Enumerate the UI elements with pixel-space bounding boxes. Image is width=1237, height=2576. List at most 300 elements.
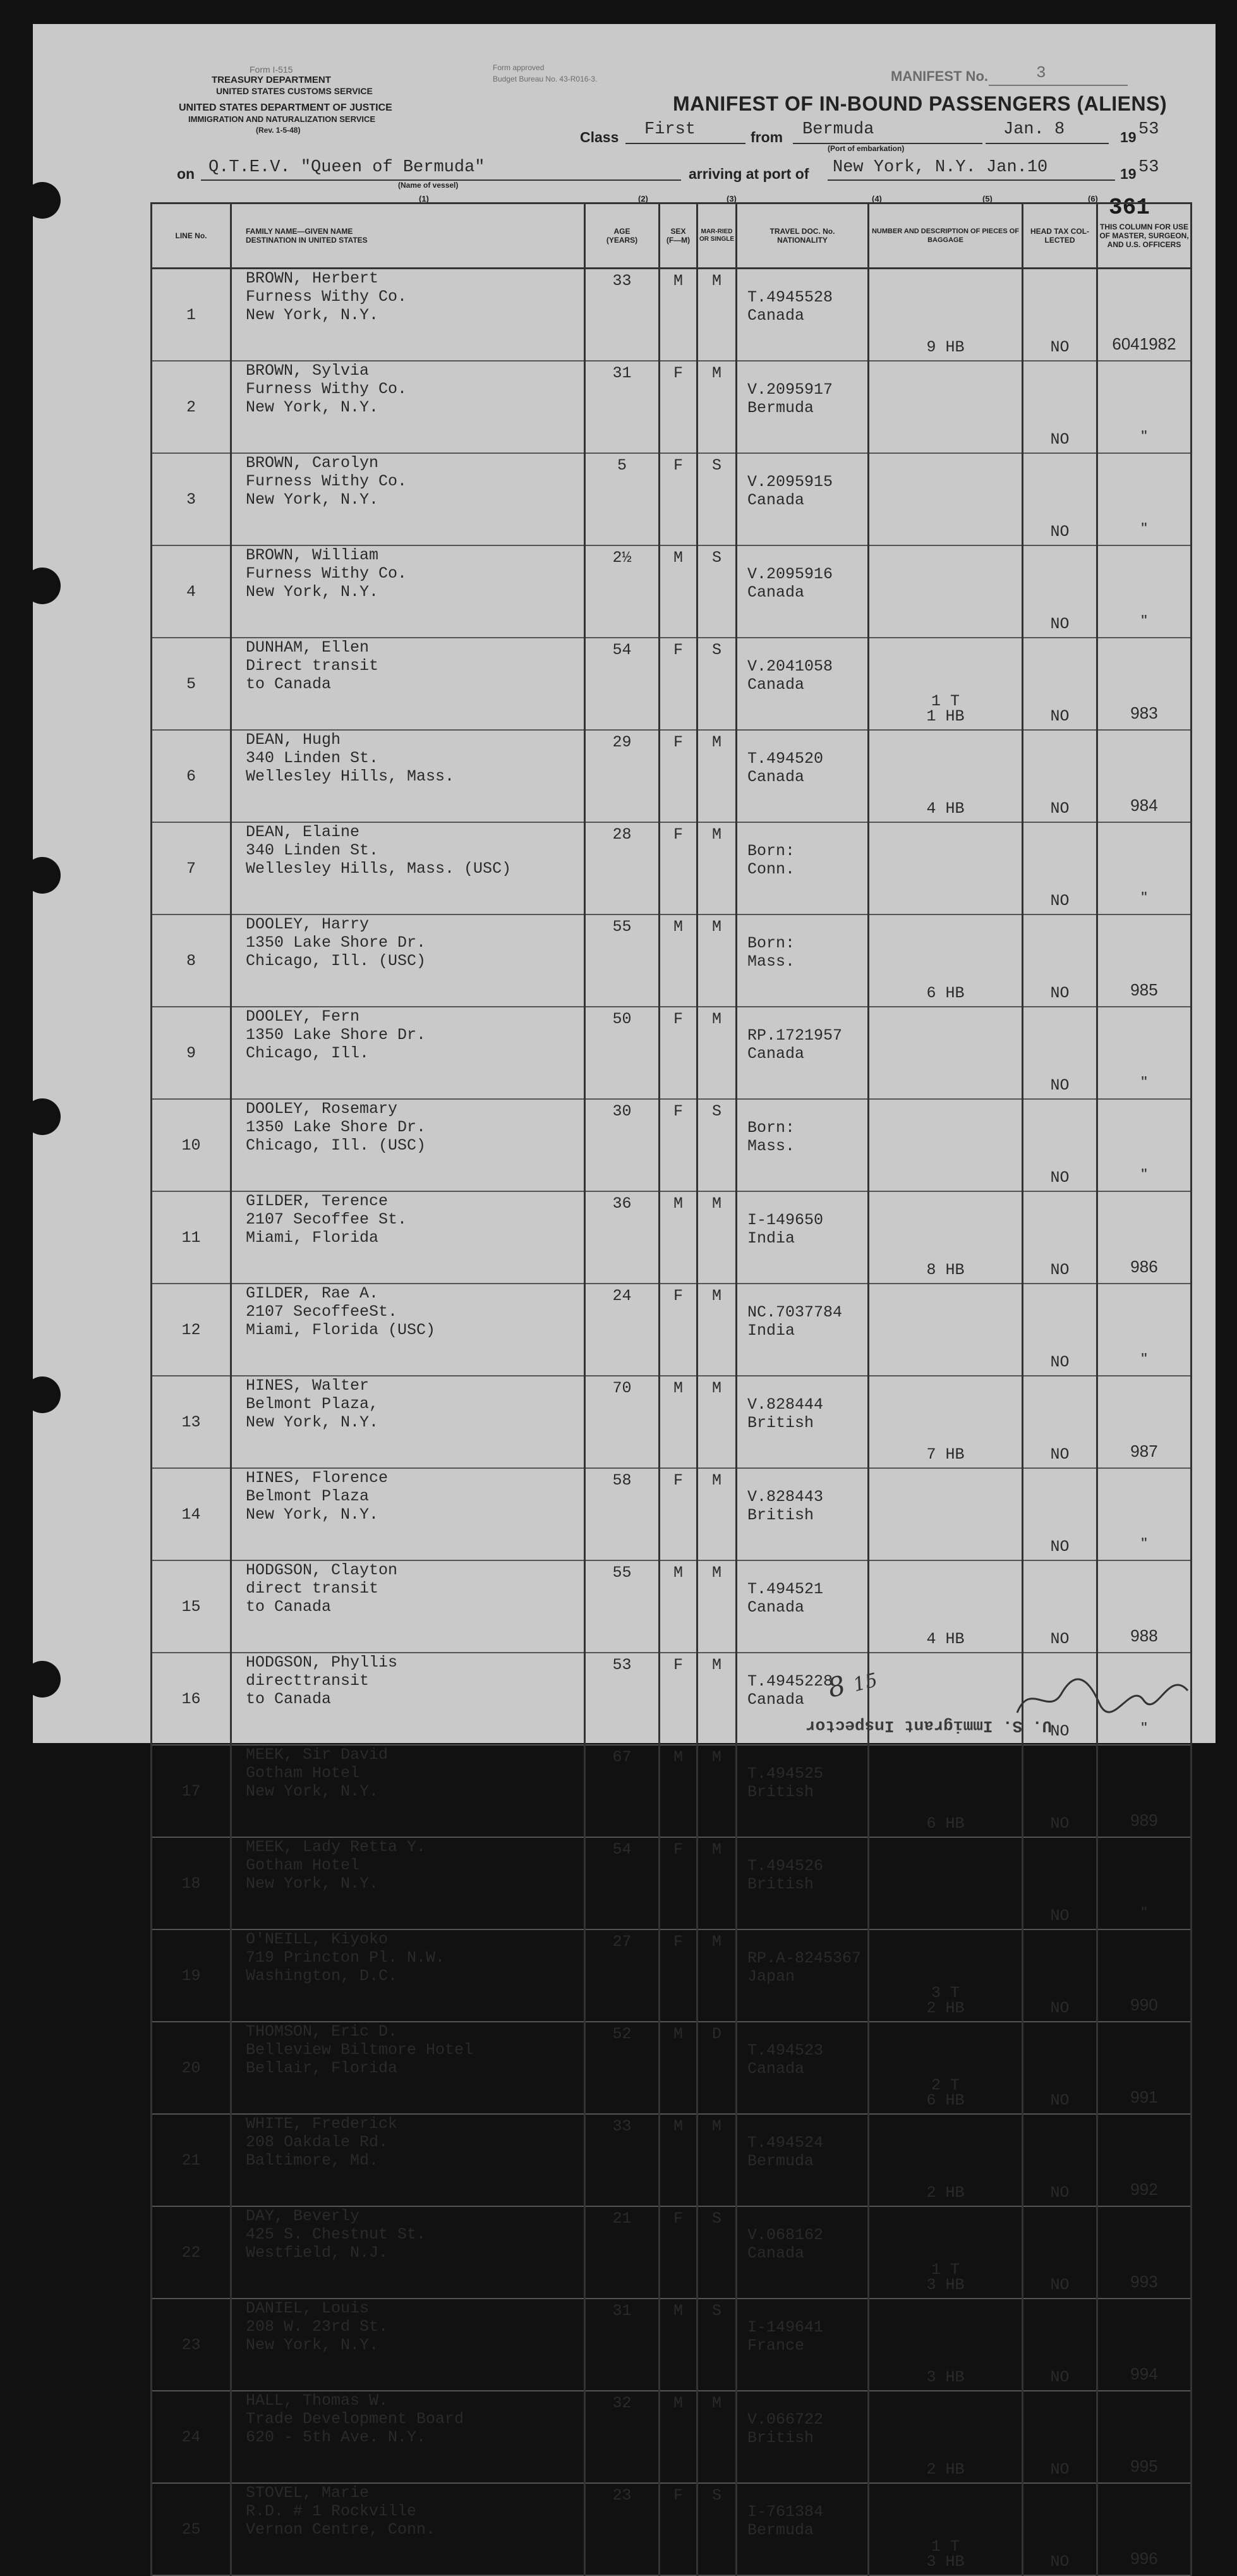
officer-notes-cell: 989 [1097,1745,1192,1837]
destination-line: Wellesley Hills, Mass. [246,767,455,786]
baggage-handbags: 7 HB [926,1445,965,1464]
port-of-embarkation-note: (Port of embarkation) [828,144,905,153]
destination-line: Vernon Centre, Conn. [246,2520,436,2539]
line-number: 23 [152,2299,231,2391]
table-row [152,361,1192,453]
travel-doc-cell [737,2206,869,2299]
travel-doc-number: RP.A-8245367 [747,1949,862,1967]
sex-cell: F [660,1099,697,1191]
table-row [152,1837,1192,1929]
head-tax-cell: NO [1023,545,1097,638]
passenger-name: HODGSON, Clayton [246,1561,398,1579]
age-header: AGE (YEARS) [585,204,660,269]
passenger-name: MEEK, Sir David [246,1746,389,1764]
marital-status-cell: M [697,269,737,361]
sex-cell: M [660,2391,697,2483]
passenger-name: BROWN, Carolyn [246,454,379,472]
destination-line: 208 Oakdale Rd. [246,2133,389,2151]
nationality: Canada [747,676,805,694]
sex-cell: M [660,1191,697,1284]
travel-doc-number: T.4945528 [747,288,833,307]
passenger-name: DAY, Beverly [246,2207,360,2225]
line-number: 19 [152,1929,231,2022]
nationality: Canada [747,583,805,602]
name-destination-cell [231,2206,585,2299]
line-no-header: LINE No. [152,204,231,269]
nationality: Bermuda [747,2521,814,2539]
travel-doc-number: T.494524 [747,2134,824,2152]
punch-hole [24,182,61,219]
officer-notes-cell: 988 [1097,1560,1192,1653]
head-tax-cell: NO [1023,2114,1097,2206]
department-of-justice: UNITED STATES DEPARTMENT OF JUSTICE [179,102,392,113]
line-number: 12 [152,1284,231,1376]
marital-status-cell: M [697,2391,737,2483]
destination-line: Miami, Florida [246,1229,379,1247]
line-number: 16 [152,1653,231,1745]
marital-status-cell: M [697,2114,737,2206]
age-cell: 23 [585,2483,660,2575]
travel-doc-cell [737,2022,869,2114]
passenger-name: DEAN, Elaine [246,823,360,841]
sex-cell: F [660,1284,697,1376]
form-number: Form I-515 [250,64,293,75]
nationality: British [747,1875,814,1893]
line-number: 25 [152,2483,231,2575]
nationality: Mass. [747,1137,795,1155]
destination-line: R.D. # 1 Rockville [246,2502,417,2520]
table-row [152,1007,1192,1099]
line-number: 14 [152,1468,231,1560]
destination-line: Chicago, Ill. [246,1044,370,1062]
officer-notes-cell: " [1097,1099,1192,1191]
head-tax-cell: NO [1023,1007,1097,1099]
passenger-name: WHITE, Frederick [246,2115,398,2133]
head-tax-cell: NO [1023,1560,1097,1653]
destination-line: Chicago, Ill. (USC) [246,1136,426,1155]
name-destination-cell [231,2022,585,2114]
destination-line: Belleview Biltmore Hotel [246,2041,474,2059]
passenger-name: HODGSON, Phyllis [246,1653,398,1672]
name-destination-cell [231,730,585,822]
destination-line: Westfield, N.J. [246,2244,389,2262]
punch-hole [24,1661,61,1698]
age-cell: 31 [585,2299,660,2391]
officer-notes-cell: 994 [1097,2299,1192,2391]
nationality: France [747,2336,805,2355]
customs-service: UNITED STATES CUSTOMS SERVICE [216,86,373,96]
name-destination-cell [231,1745,585,1837]
travel-doc-cell [737,730,869,822]
column-number: (6) [1088,194,1098,204]
passenger-name: HINES, Walter [246,1376,370,1395]
line-number: 1 [152,269,231,361]
travel-doc-cell [737,2483,869,2575]
baggage-cell [869,361,1023,453]
name-destination-cell [231,1284,585,1376]
travel-doc-number: V.066722 [747,2410,824,2429]
destination-line: New York, N.Y. [246,1874,379,1893]
head-tax-cell: NO [1023,1099,1097,1191]
travel-doc-number: V.2095915 [747,473,833,491]
baggage-cell [869,1376,1023,1468]
destination-line: 340 Linden St. [246,749,379,767]
sex-cell: M [660,1745,697,1837]
travel-doc-number: V.828443 [747,1488,824,1506]
passenger-name: BROWN, William [246,546,379,564]
travel-doc-cell [737,2391,869,2483]
nationality: Canada [747,768,805,786]
departure-year: 53 [1138,120,1159,139]
age-cell: 30 [585,1099,660,1191]
passenger-name: DEAN, Hugh [246,731,341,749]
baggage-cell [869,453,1023,545]
age-cell: 54 [585,638,660,730]
line-number: 15 [152,1560,231,1653]
officer-notes-cell: " [1097,453,1192,545]
baggage-handbags: 8 HB [926,1261,965,1279]
line-number: 5 [152,638,231,730]
line-number: 8 [152,914,231,1007]
head-tax-header: HEAD TAX COL-LECTED [1023,204,1097,269]
baggage-cell [869,1284,1023,1376]
travel-doc-number: I-761384 [747,2503,824,2521]
sex-cell: M [660,1376,697,1468]
passenger-name: BROWN, Herbert [246,269,379,288]
sex-cell: M [660,2022,697,2114]
age-cell: 70 [585,1376,660,1468]
sex-cell: F [660,1468,697,1560]
travel-doc-cell [737,1560,869,1653]
column-number: (5) [982,194,993,204]
nationality: British [747,1506,814,1524]
head-tax-cell: NO [1023,1376,1097,1468]
class-value: First [644,120,696,139]
name-destination-cell [231,2114,585,2206]
officer-notes-cell: " [1097,1284,1192,1376]
destination-line: Furness Withy Co. [246,380,407,398]
line-number: 9 [152,1007,231,1099]
age-cell: 54 [585,1837,660,1929]
age-cell: 50 [585,1007,660,1099]
baggage-trunks: 2 T [931,2076,960,2094]
baggage-cell [869,2022,1023,2114]
age-cell: 29 [585,730,660,822]
age-cell: 5 [585,453,660,545]
baggage-header: NUMBER AND DESCRIPTION OF PIECES OF BAGGAGE [869,204,1023,269]
age-cell: 55 [585,1560,660,1653]
officer-notes-cell: 985 [1097,914,1192,1007]
name-destination-cell [231,1007,585,1099]
line-number: 7 [152,822,231,914]
sex-cell: F [660,361,697,453]
head-tax-cell: NO [1023,1929,1097,2022]
baggage-cell [869,1191,1023,1284]
nationality: India [747,1321,795,1340]
travel-doc-cell [737,822,869,914]
head-tax-cell: NO [1023,269,1097,361]
officer-notes-cell: 984 [1097,730,1192,822]
baggage-handbags: 2 HB [926,2184,965,2202]
destination-line: New York, N.Y. [246,1782,379,1801]
head-tax-cell: NO [1023,2206,1097,2299]
nationality: Bermuda [747,2152,814,2170]
sex-cell: F [660,1007,697,1099]
travel-doc-number: T.494520 [747,750,824,768]
class-label: Class [580,129,619,145]
passenger-name: DUNHAM, Ellen [246,638,370,657]
inspector-signature [1011,1656,1194,1725]
age-cell: 33 [585,269,660,361]
age-cell: 2½ [585,545,660,638]
destination-line: Wellesley Hills, Mass. (USC) [246,860,512,878]
passenger-name: DANIEL, Louis [246,2299,370,2318]
travel-doc-cell [737,1099,869,1191]
married-single-header: MAR-RIED OR SINGLE [697,204,737,269]
sex-cell: F [660,2483,697,2575]
arriving-at-port-label: arriving at port of [689,166,809,182]
travel-doc-number: T.494523 [747,2041,824,2060]
nationality: British [747,1783,814,1801]
officer-notes-cell: " [1097,1837,1192,1929]
table-row [152,1191,1192,1284]
name-destination-cell [231,1837,585,1929]
table-row [152,1560,1192,1653]
nationality: Canada [747,1598,805,1617]
passenger-name: BROWN, Sylvia [246,361,370,380]
officer-notes-cell: 996 [1097,2483,1192,2575]
marital-status-cell: M [697,1653,737,1745]
vessel-name: Q.T.E.V. "Queen of Bermuda" [208,158,485,177]
age-cell: 32 [585,2391,660,2483]
age-cell: 52 [585,2022,660,2114]
officer-notes-cell: 986 [1097,1191,1192,1284]
marital-status-cell: M [697,1837,737,1929]
nationality: Canada [747,1045,805,1063]
travel-doc-number: T.494525 [747,1765,824,1783]
marital-status-cell: M [697,1284,737,1376]
travel-doc-number: RP.1721957 [747,1026,843,1045]
passenger-name: MEEK, Lady Retta Y. [246,1838,426,1856]
nationality: Canada [747,1691,805,1709]
marital-status-cell: M [697,361,737,453]
officer-notes-cell: 983 [1097,638,1192,730]
destination-line: 719 Princton Pl. N.W. [246,1948,445,1967]
marital-status-cell: S [697,1099,737,1191]
nationality: British [747,1414,814,1432]
destination-line: Chicago, Ill. (USC) [246,952,426,970]
destination-line: New York, N.Y. [246,1413,379,1431]
sex-header: SEX (F—M) [660,204,697,269]
destination-line: Baltimore, Md. [246,2151,379,2170]
officer-notes-cell: 991 [1097,2022,1192,2114]
passenger-name: HINES, Florence [246,1469,389,1487]
sex-cell: M [660,914,697,1007]
head-tax-cell: NO [1023,1653,1097,1745]
travel-doc-cell [737,1007,869,1099]
name-destination-cell [231,914,585,1007]
officer-notes-cell: " [1097,822,1192,914]
head-tax-cell: NO [1023,2022,1097,2114]
departure-year-prefix: 19 [1120,129,1137,145]
baggage-handbags: 4 HB [926,1630,965,1648]
marital-status-cell: M [697,1191,737,1284]
head-tax-cell: NO [1023,361,1097,453]
sex-cell: F [660,1929,697,2022]
officer-notes-cell: " [1097,545,1192,638]
table-row [152,2022,1192,2114]
age-cell: 28 [585,822,660,914]
line-number: 13 [152,1376,231,1468]
travel-doc-number: NC.7037784 [747,1303,843,1321]
head-tax-cell: NO [1023,730,1097,822]
destination-line: Gotham Hotel [246,1764,360,1782]
age-cell: 55 [585,914,660,1007]
immigration-service: IMMIGRATION AND NATURALIZATION SERVICE [188,114,376,124]
passenger-name: GILDER, Terence [246,1192,389,1210]
marital-status-cell: S [697,545,737,638]
line-number: 3 [152,453,231,545]
head-tax-cell: NO [1023,1837,1097,1929]
marital-status-cell: M [697,822,737,914]
destination-line: 208 W. 23rd St. [246,2318,389,2336]
name-destination-cell [231,822,585,914]
name-destination-cell [231,269,585,361]
age-cell: 31 [585,361,660,453]
sheet-number: 361 [1109,195,1150,221]
table-row [152,638,1192,730]
baggage-handbags: 6 HB [926,2091,965,2110]
name-destination-cell [231,361,585,453]
destination-line: 1350 Lake Shore Dr. [246,1026,426,1044]
name-destination-cell [231,2483,585,2575]
marital-status-cell: S [697,2483,737,2575]
baggage-trunks: 1 T [931,2537,960,2556]
baggage-handbags: 6 HB [926,984,965,1002]
destination-line: Bellair, Florida [246,2059,398,2077]
table-row [152,1468,1192,1560]
baggage-trunks: 3 T [931,1984,960,2002]
travel-doc-number: V.828444 [747,1395,824,1414]
marital-status-cell: M [697,1745,737,1837]
table-header-row [152,204,1192,269]
travel-doc-cell [737,914,869,1007]
table-row [152,1099,1192,1191]
travel-doc-cell [737,269,869,361]
baggage-cell [869,822,1023,914]
marital-status-cell: M [697,1560,737,1653]
officer-notes-cell: " [1097,361,1192,453]
destination-line: New York, N.Y. [246,1505,379,1524]
travel-doc-cell [737,1929,869,2022]
punch-hole [24,857,61,894]
baggage-handbags: 1 HB [926,707,965,726]
marital-status-cell: M [697,914,737,1007]
officer-notes-cell: 987 [1097,1376,1192,1468]
sex-cell: M [660,1560,697,1653]
travel-doc-number: V.2095917 [747,380,833,399]
marital-status-cell: S [697,638,737,730]
travel-doc-number: Born: [747,842,795,860]
passenger-name: DOOLEY, Harry [246,915,370,933]
name-destination-cell [231,1560,585,1653]
sex-cell: F [660,1837,697,1929]
head-tax-cell: NO [1023,1191,1097,1284]
revision-date: (Rev. 1-5-48) [256,126,301,135]
travel-doc-cell [737,1745,869,1837]
table-row [152,1929,1192,2022]
officers-column-header: THIS COLUMN FOR USE OF MASTER, SURGEON, AND U.S. OFFICERS [1097,204,1192,269]
destination-line: 425 S. Chestnut St. [246,2225,426,2244]
line-number: 21 [152,2114,231,2206]
marital-status-cell: S [697,453,737,545]
destination-line: New York, N.Y. [246,490,379,509]
baggage-cell [869,1837,1023,1929]
table-row [152,822,1192,914]
sex-cell: M [660,2114,697,2206]
baggage-cell [869,1745,1023,1837]
destination-line: to Canada [246,1690,332,1708]
nationality: Japan [747,1967,795,1986]
inspector-stamp: U. S. Immigrant Inspector [806,1716,1053,1735]
sex-cell: F [660,2206,697,2299]
age-cell: 67 [585,1745,660,1837]
from-label: from [751,129,783,145]
sex-cell: F [660,1653,697,1745]
destination-line: to Canada [246,1598,332,1616]
destination-line: New York, N.Y. [246,583,379,601]
name-destination-cell [231,453,585,545]
travel-doc-cell [737,1284,869,1376]
officer-notes-cell: " [1097,1468,1192,1560]
inspector-initials: 8 15 [824,1667,880,1704]
name-destination-cell [231,1376,585,1468]
head-tax-cell: NO [1023,2299,1097,2391]
marital-status-cell: M [697,730,737,822]
officer-notes-cell: 993 [1097,2206,1192,2299]
travel-doc-cell [737,1837,869,1929]
manifest-number: 3 [1036,63,1046,82]
budget-approval: Form approved [493,63,545,72]
table-row [152,730,1192,822]
name-destination-cell [231,1468,585,1560]
officer-notes-cell: " [1097,1653,1192,1745]
line-number: 2 [152,361,231,453]
head-tax-cell: NO [1023,1745,1097,1837]
passenger-name: O'NEILL, Kiyoko [246,1930,389,1948]
punch-hole [24,568,61,604]
baggage-cell [869,914,1023,1007]
punch-hole [24,1376,61,1413]
travel-doc-header: TRAVEL DOC. No. NATIONALITY [737,204,869,269]
nationality: India [747,1229,795,1248]
passenger-name: HALL, Thomas W. [246,2391,389,2410]
head-tax-cell: NO [1023,2483,1097,2575]
line-number: 24 [152,2391,231,2483]
arrival-port-date: New York, N.Y. Jan.10 [833,158,1048,177]
travel-doc-number: T.4945228 [747,1672,833,1691]
vessel-name-note: (Name of vessel) [398,181,459,190]
table-row [152,2483,1192,2575]
name-destination-cell [231,2299,585,2391]
nationality: Bermuda [747,399,814,417]
travel-doc-cell [737,1191,869,1284]
nationality: Canada [747,2060,805,2078]
destination-line: Belmont Plaza [246,1487,370,1505]
age-cell: 36 [585,1191,660,1284]
table-row [152,2391,1192,2483]
table-row [152,2299,1192,2391]
